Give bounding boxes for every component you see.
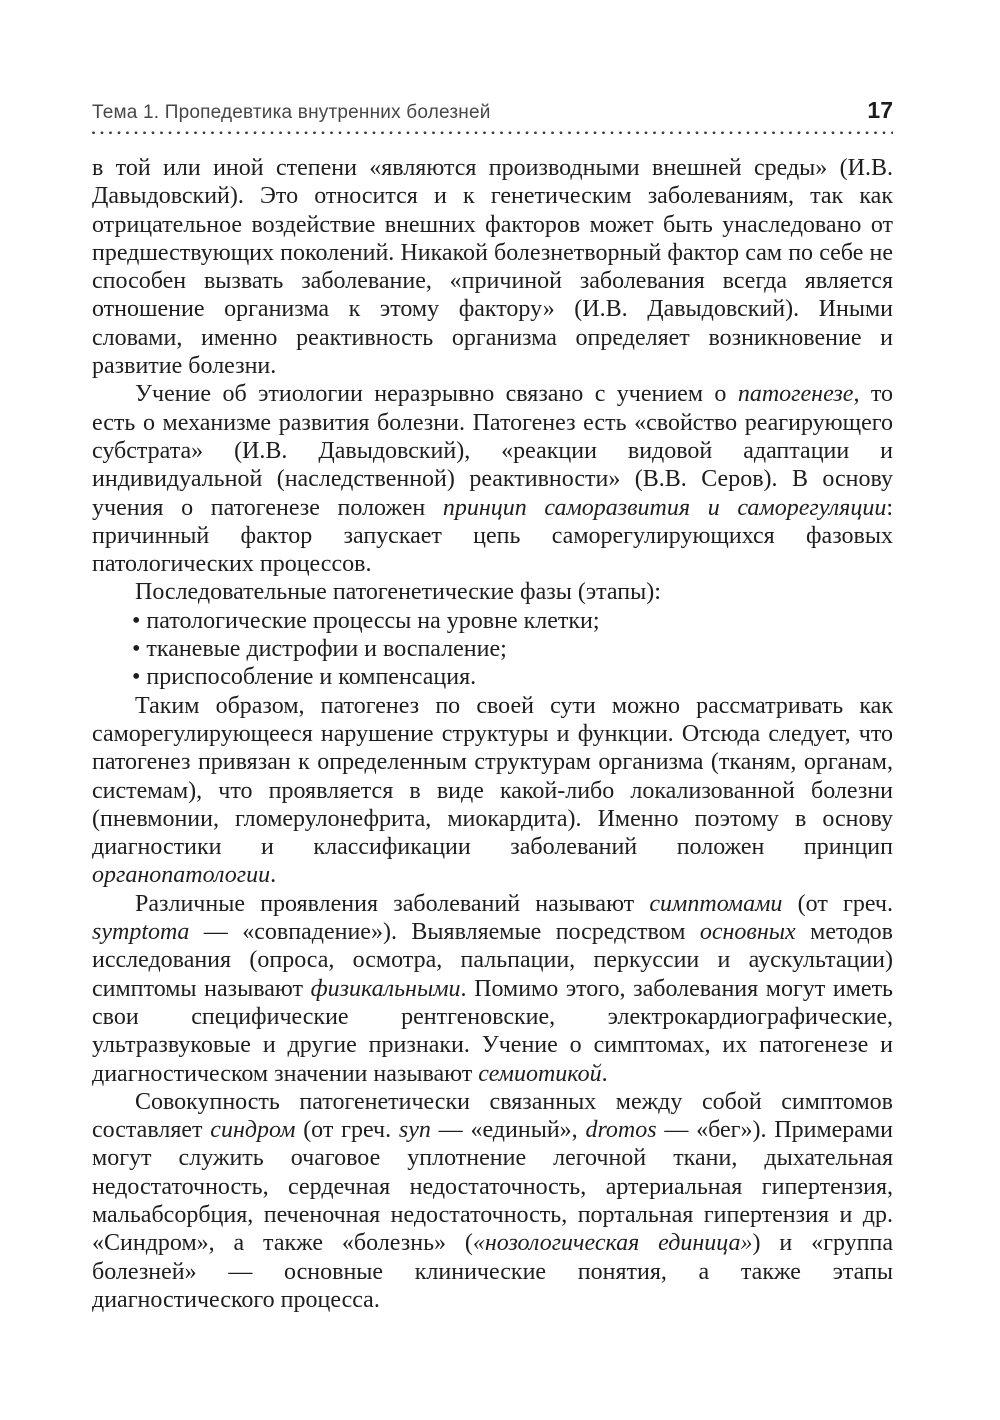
body-text bbox=[92, 154, 893, 1314]
paragraph bbox=[92, 692, 893, 890]
italic-text-run: dromos bbox=[585, 1117, 657, 1144]
text-run: : причинный фактор запускает цепь саморегулирующихся фазовых патологических процессов. bbox=[92, 494, 894, 578]
italic-text-run: основных bbox=[699, 919, 796, 946]
text-run: ) и «группа болезней» — основные клинические понятия, а также этапы диагностического процесса. bbox=[92, 1230, 893, 1313]
bullet-icon: • bbox=[132, 664, 141, 691]
italic-text-run: принцип саморазвития и саморегуляции bbox=[442, 494, 887, 521]
paragraph bbox=[92, 154, 893, 380]
bullet-icon: • bbox=[132, 636, 141, 663]
text-run: Учение об этиологии неразрывно связано с учением о bbox=[135, 381, 738, 408]
bullet-item bbox=[92, 635, 893, 663]
italic-text-run: физикальными bbox=[310, 975, 461, 1002]
bullet-item bbox=[92, 663, 893, 691]
text-run: Различные проявления заболеваний называют bbox=[135, 890, 650, 917]
text-run: — «единый», bbox=[430, 1117, 586, 1144]
text-run: методов исследования (опроса, осмотра, пальпации, перкуссии и аускультации) симптомы называют bbox=[92, 919, 893, 1002]
italic-text-run: syn bbox=[398, 1117, 431, 1144]
text-run: — «бег»). Примерами могут служить очаговое уплотнение легочной ткани, дыхательная недостаточность, сердечная недостаточность, артериальная гипертензия, мальабсорбция, печеночная недостаточность, портальная гипертензия и др. «Синдром», а также «болезнь» ( bbox=[92, 1117, 893, 1257]
page-number: 17 bbox=[867, 97, 893, 123]
italic-text-run: синдром bbox=[210, 1117, 296, 1144]
running-header bbox=[92, 97, 893, 124]
italic-text-run: «нозологическая единица» bbox=[472, 1230, 753, 1257]
italic-text-run: symptoma bbox=[92, 919, 190, 946]
chapter-title: Тема 1. Пропедевтика внутренних болезней bbox=[92, 102, 491, 123]
text-run: — «совпадение»). Выявляемые посредством bbox=[189, 919, 700, 946]
paragraph bbox=[92, 890, 893, 1088]
italic-text-run: симптомами bbox=[649, 890, 783, 917]
italic-text-run: органопатологии bbox=[92, 862, 271, 889]
text-run: . bbox=[601, 1060, 608, 1087]
text-run: (от греч. bbox=[782, 890, 893, 917]
text-run: приспособление и компенсация. bbox=[146, 664, 477, 691]
italic-text-run: семиотикой bbox=[478, 1060, 602, 1087]
italic-text-run: патогенезе bbox=[737, 381, 854, 408]
text-run: тканевые дистрофии и воспаление; bbox=[146, 636, 507, 663]
paragraph bbox=[92, 380, 893, 578]
dotted-divider bbox=[92, 131, 893, 135]
text-run: (от греч. bbox=[295, 1117, 399, 1144]
text-run: Совокупность патогенетически связанных между собой симптомов составляет bbox=[92, 1088, 893, 1144]
text-run: . Помимо этого, заболевания могут иметь свои специфические рентгеновские, электрокардиографические, ультразвуковые и другие признаки. Учение о симптомах, их патогенезе и диагностическом значении называют bbox=[92, 975, 893, 1087]
paragraph bbox=[92, 1088, 893, 1314]
bullet-icon: • bbox=[132, 607, 141, 634]
paragraph bbox=[92, 578, 893, 606]
text-run: Таким образом, патогенез по своей сути можно рассматривать как саморегулирующееся нарушение структуры и функции. Отсюда следует, что патогенез привязан к определенным структурам организма (тканям, органам, системам), что проявляется в виде какой-либо локализованной болезни (пневмонии, гломерулонефрита, миокардита). Именно поэтому в основу диагностики и классификации заболеваний положен принцип bbox=[92, 692, 893, 861]
text-run: Последовательные патогенетические фазы (этапы): bbox=[135, 579, 661, 606]
text-run: . bbox=[270, 862, 277, 889]
text-run: , то есть о механизме развития болезни. Патогенез есть «свойство реагирующего субстрата» (И.В. Давыдовский), «реакции видовой адаптации и индивидуальной (наследственной) реактивности» (В.В. Серов). В основу учения о патогенезе положен bbox=[92, 381, 894, 521]
bullet-item bbox=[92, 607, 893, 635]
text-run: патологические процессы на уровне клетки; bbox=[146, 607, 600, 634]
text-run: в той или иной степени «являются производными внешней среды» (И.В. Давыдовский). Это относится и к генетическим заболеваниям, так как отрицательное воздействие внешних факторов может быть унаследовано от предшествующих поколений. Никакой болезнетворный фактор сам по себе не способен вызвать заболевание, «причиной заболевания всегда является отношение организма к этому фактору» (И.В. Давыдовский). Иными словами, именно реактивность организма определяет возникновение и развитие болезни. bbox=[92, 155, 893, 380]
